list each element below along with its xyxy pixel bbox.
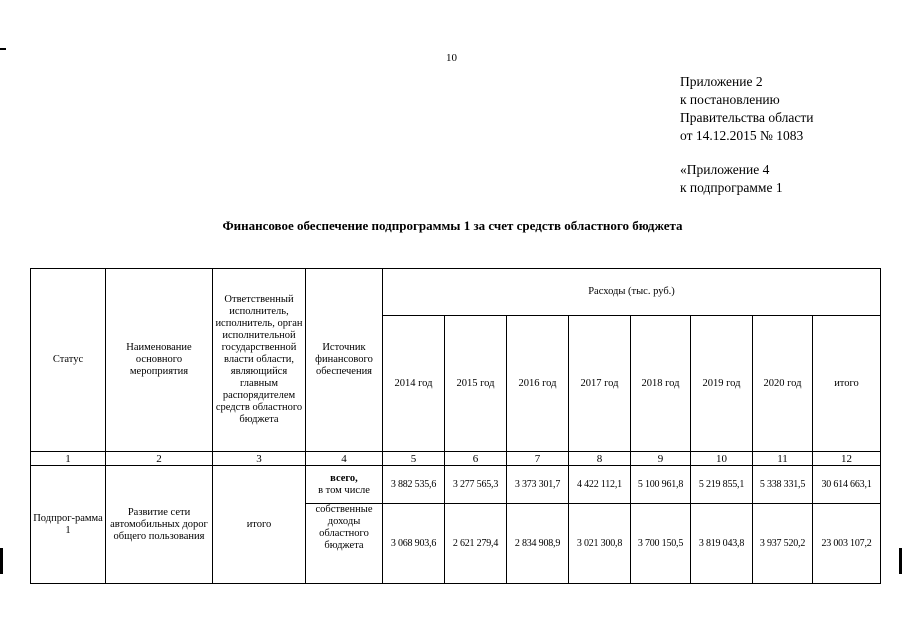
appendix-line: к подпрограмме 1: [680, 180, 783, 195]
total-value: 30 614 663,1: [813, 466, 881, 504]
page-number: 10: [446, 52, 457, 64]
document-title: Финансовое обеспечение подпрограммы 1 за счет средств областного бюджета: [222, 218, 683, 233]
appendix-line: от 14.12.2015 № 1083: [680, 128, 804, 143]
own-value: 2 621 279,4: [445, 504, 507, 584]
column-number: 1: [31, 452, 106, 466]
cell-status: Подпрог-рамма 1: [31, 466, 106, 584]
column-number: 3: [213, 452, 306, 466]
header-executor: Ответственный исполнитель, исполнитель, орган исполнительной государственной власти области, являющийся главным распорядителем средств областного бюджета: [213, 269, 306, 452]
column-number: 4: [306, 452, 383, 466]
appendix-line: Приложение 2: [680, 74, 763, 89]
total-value: 5 219 855,1: [691, 466, 753, 504]
appendix-line: Правительства области: [680, 110, 814, 125]
own-value: 23 003 107,2: [813, 504, 881, 584]
source-total-rest: в том числе: [318, 484, 370, 496]
column-number: 8: [569, 452, 631, 466]
total-value: 4 422 112,1: [569, 466, 631, 504]
header-year: 2016 год: [507, 316, 569, 452]
column-number: 10: [691, 452, 753, 466]
column-number: 2: [106, 452, 213, 466]
header-year: 2018 год: [631, 316, 691, 452]
column-number: 6: [445, 452, 507, 466]
total-value: 3 882 535,6: [383, 466, 445, 504]
appendix-line: к постановлению: [680, 92, 780, 107]
column-number: 5: [383, 452, 445, 466]
source-total-bold: всего,: [330, 472, 358, 484]
cell-source-own: собственные доходы областного бюджета: [306, 504, 383, 584]
total-value: 5 338 331,5: [753, 466, 813, 504]
total-value: 5 100 961,8: [631, 466, 691, 504]
own-value: 3 700 150,5: [631, 504, 691, 584]
column-number: 12: [813, 452, 881, 466]
header-year: 2019 год: [691, 316, 753, 452]
cell-executor: итого: [213, 466, 306, 584]
header-year: 2014 год: [383, 316, 445, 452]
cell-source-total: [306, 466, 383, 504]
header-total: итого: [813, 316, 881, 452]
header-year: 2020 год: [753, 316, 813, 452]
own-value: 3 021 300,8: [569, 504, 631, 584]
column-number: 9: [631, 452, 691, 466]
scan-mark: [899, 548, 902, 574]
header-activity: Наименование основного мероприятия: [106, 269, 213, 452]
appendix-block: [680, 73, 813, 197]
column-number: 7: [507, 452, 569, 466]
own-value: 3 937 520,2: [753, 504, 813, 584]
column-number: 11: [753, 452, 813, 466]
own-value: 3 819 043,8: [691, 504, 753, 584]
own-value: 3 068 903,6: [383, 504, 445, 584]
scan-mark: [0, 48, 6, 50]
scan-mark: [0, 548, 3, 574]
financing-table: [30, 268, 881, 584]
header-year: 2017 год: [569, 316, 631, 452]
cell-activity: Развитие сети автомобильных дорог общего пользования: [106, 466, 213, 584]
header-status: Статус: [31, 269, 106, 452]
header-expenses: Расходы (тыс. руб.): [383, 269, 881, 316]
total-value: 3 277 565,3: [445, 466, 507, 504]
header-source: Источник финансового обеспечения: [306, 269, 383, 452]
total-value: 3 373 301,7: [507, 466, 569, 504]
own-value: 2 834 908,9: [507, 504, 569, 584]
appendix-line: «Приложение 4: [680, 162, 770, 177]
header-year: 2015 год: [445, 316, 507, 452]
